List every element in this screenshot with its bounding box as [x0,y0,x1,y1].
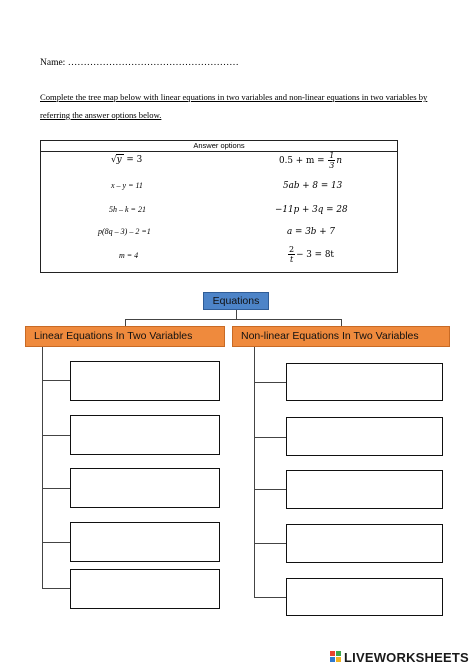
fraction-denominator: 3 [329,161,335,170]
nonlinear-answer-slot-4[interactable] [286,524,443,563]
answer-option-fraction-n [279,151,342,170]
fraction-lhs: 0.5 + m = [279,156,325,166]
left-leaf-connector [42,588,70,589]
branch-linear: Linear Equations In Two Variables [25,326,225,347]
instructions-text: Complete the tree map below with linear equations in two variables and non-linear equations in two variables by referring the answer options below. [40,92,428,120]
fraction-denominator: t [289,255,294,264]
fraction-one-third [328,151,335,170]
fraction-numerator: 2 [289,245,295,254]
linear-answer-slot-4[interactable] [70,522,220,562]
left-leaf-connector [42,380,70,381]
brand-text: LIVEWORKSHEETS [344,650,469,665]
left-leaf-connector [42,542,70,543]
right-trunk-line [254,347,255,597]
answer-options-title: Answer options [41,141,397,152]
answer-option-2-over-t [287,245,334,264]
answer-option-p-q: p(8q – 3) – 2 =1 [98,227,151,236]
linear-answer-slot-3[interactable] [70,468,220,508]
left-leaf-connector [42,488,70,489]
nonlinear-answer-slot-2[interactable] [286,417,443,456]
fraction-numerator: 1 [329,151,335,160]
sqrt-rhs: 3 [136,155,143,165]
right-leaf-connector [254,489,286,490]
answer-option-a-b: a = 3b + 7 [287,227,335,237]
tree-root-equations: Equations [203,292,269,310]
root-connector [236,310,237,319]
answer-option-linear-2: 5h – k = 21 [109,205,146,214]
right-leaf-connector [254,597,286,598]
liveworksheets-logo [330,650,469,665]
answer-option-m: m = 4 [119,251,139,260]
answer-option-5ab: 5ab + 8 = 13 [283,181,343,191]
fraction-two-over-t [288,245,295,264]
answer-option-sqrt-y: √y = 3 [111,155,143,165]
branch-connector [125,319,341,320]
linear-answer-slot-2[interactable] [70,415,220,455]
right-leaf-connector [254,382,286,383]
fraction-variable: n [336,156,343,166]
answer-option-linear-1: x – y = 11 [111,181,143,190]
linear-answer-slot-1[interactable] [70,361,220,401]
branch-non-linear: Non-linear Equations In Two Variables [232,326,450,347]
nonlinear-answer-slot-5[interactable] [286,578,443,616]
linear-answer-slot-5[interactable] [70,569,220,609]
nonlinear-answer-slot-3[interactable] [286,470,443,509]
right-leaf-connector [254,437,286,438]
sqrt-radicand: y [116,155,122,165]
right-leaf-connector [254,543,286,544]
answer-options-box [40,140,398,273]
equation-remainder: − 3 = 8t [296,250,334,260]
left-leaf-connector [42,435,70,436]
liveworksheets-logo-icon [330,651,342,663]
answer-option-11p: −11p + 3q = 28 [275,205,348,215]
name-field-label: Name: ……………………………………………… [40,58,239,68]
nonlinear-answer-slot-1[interactable] [286,363,443,401]
left-trunk-line [42,347,43,588]
